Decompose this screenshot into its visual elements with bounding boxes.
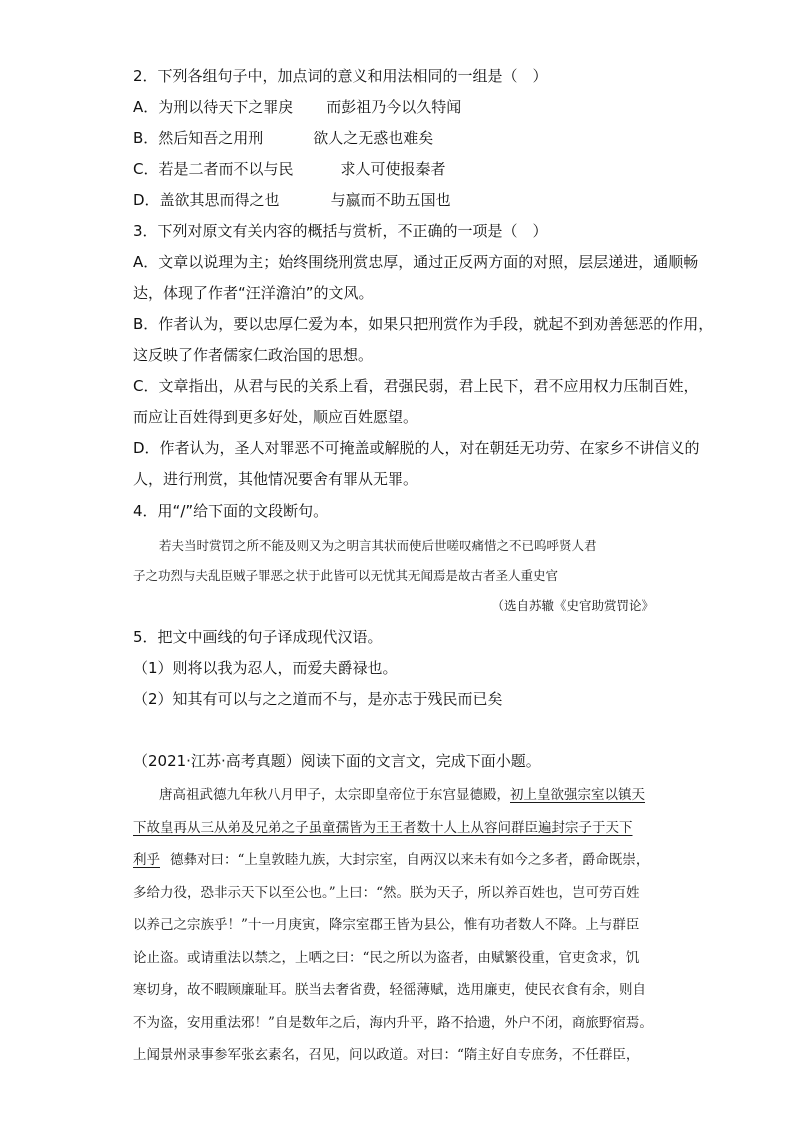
q2-stem: 2．下列各组句子中，加点词的意义和用法相同的一组是（ ）: [133, 67, 548, 85]
q2-option-d-second: 与嬴而不助五国也: [330, 191, 451, 209]
q2-option-d: [133, 190, 451, 210]
section2-passage: [133, 779, 661, 1072]
underlined-sentence: 利乎: [133, 852, 160, 868]
q2-option-c-second: 求人可使报秦者: [340, 160, 446, 178]
underlined-sentence: 下故皇再从三从弟及兄弟之子虽童孺皆为王王者数十人上从容问群臣遍封宗子于天下: [133, 819, 633, 836]
passage-row: 以养己之宗族乎！”十一月庚寅，降宗室郡王皆为县公，惟有功者数人不降。上与群臣: [133, 917, 640, 933]
q2-option-b-first: B．然后知吾之用刑: [133, 129, 264, 147]
q5-item-2: （2）知其有可以与之之道而不与，是亦志于残民而已矣: [133, 690, 503, 708]
underlined-sentence: 初上皇欲强宗室以镇天: [510, 787, 645, 803]
q3-line-5: C．文章指出，从君与民的关系上看，君强民弱，君上民下，君不应用权力压制百姓，: [133, 377, 699, 395]
passage-text: 德彝对曰：“上皇敦睦九族，大封宗室，自两汉以来未有如今之多者，爵命既崇，: [170, 852, 650, 868]
q5-item-1: （1）则将以我为忍人，而爱夫爵禄也。: [133, 659, 398, 677]
passage-row-3: [133, 844, 661, 877]
q3-line-7: D．作者认为，圣人对罪恶不可掩盖或解脱的人，对在朝廷无功劳、在家乡不讲信义的: [133, 439, 700, 457]
q5-stem: 5．把文中画线的句子译成现代汉语。: [133, 628, 383, 646]
passage-row: 寒切身，故不暇顾廉耻耳。朕当去奢省费，轻徭薄赋，选用廉吏，使民衣食有余，则自: [133, 982, 646, 998]
passage-row: 论止盗。或请重法以禁之，上哂之曰：“民之所以为盗者，由赋繁役重，官吏贪求，饥: [133, 949, 640, 966]
q3-line-2: 达，体现了作者“汪洋澹泊”的文风。: [133, 284, 374, 302]
q2-option-d-first: D．盖欲其思而得之也: [133, 191, 280, 209]
passage-row-1: [133, 779, 661, 812]
q2-option-c: [133, 159, 446, 179]
q2-option-b: [133, 128, 433, 148]
q4-passage-line-2: 子之功烈与夫乱臣贼子罪恶之状于此皆可以无忧其无闻焉是故古者圣人重史官: [133, 568, 559, 583]
q3-line-8: 人，进行刑赏，其他情况要舍有罪从无罪。: [133, 470, 419, 488]
passage-row: 不为盗，安用重法邪！”自是数年之后，海内升平，路不拾遗，外户不闭，商旅野宿焉。: [133, 1014, 653, 1031]
q2-option-c-first: C．若是二者而不以与民: [133, 160, 294, 178]
q4-stem: 4．用“/”给下面的文段断句。: [133, 502, 329, 520]
passage-row-2: [133, 812, 661, 845]
q3-line-4: 这反映了作者儒家仁政治国的思想。: [133, 346, 374, 364]
q3-line-6: 而应让百姓得到更多好处，顺应百姓愿望。: [133, 408, 419, 426]
q2-option-a: [133, 97, 461, 117]
q2-option-a-second: 而彭祖乃今以久特闻: [326, 98, 462, 116]
passage-text: 唐高祖武德九年秋八月甲子，太宗即皇帝位于东宫显德殿，: [159, 787, 510, 803]
q3-line-3: B．作者认为，要以忠厚仁爱为本，如果只把刑赏作为手段，就起不到劝善惩恶的作用，: [133, 315, 714, 333]
q4-source: （选自苏辙《史官助赏罚论》: [491, 598, 654, 613]
passage-row: 多给力役，恐非示天下以至公也。”上曰：“然。朕为天子，所以养百姓也，岂可劳百姓: [133, 884, 640, 901]
section2-intro: （2021·江苏·高考真题）阅读下面的文言文，完成下面小题。: [133, 752, 541, 770]
passage-row: 上闻景州录事参军张玄素名，召见，问以政道。对曰：“隋主好自专庶务，不任群臣，: [133, 1047, 640, 1063]
q4-passage-line-1: 若夫当时赏罚之所不能及则又为之明言其状而使后世嗟叹痛惜之不已呜呼贤人君: [159, 538, 597, 553]
q2-option-b-second: 欲人之无惑也难矣: [313, 129, 434, 147]
q2-option-a-first: A．为刑以待天下之罪戾: [133, 98, 294, 116]
q3-line-1: A．文章以说理为主；始终围绕刑赏忠厚，通过正反两方面的对照，层层递进，通顺畅: [133, 253, 699, 271]
q3-stem: 3．下列对原文有关内容的概括与赏析，不正确的一项是（ ）: [133, 222, 548, 240]
